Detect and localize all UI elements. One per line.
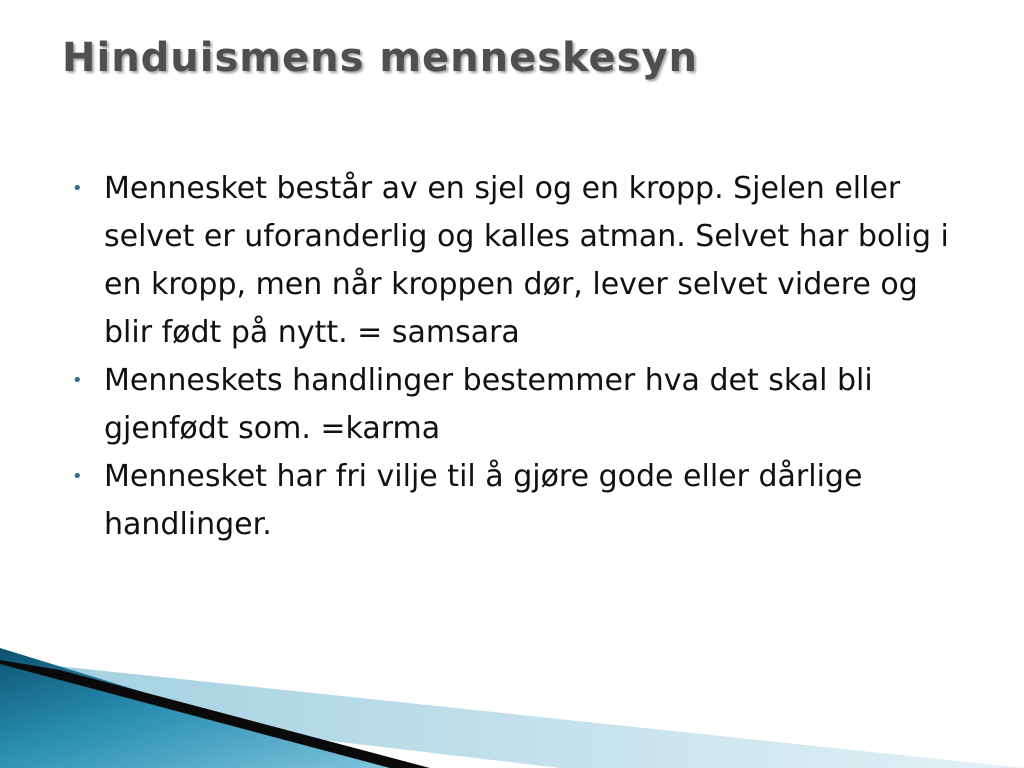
bullet-icon: • (72, 466, 83, 487)
bullet-text: Mennesket består av en sjel og en kropp. Sjelen eller selvet er uforanderlig og kalles atman. Selvet har bolig i en kropp, men når kroppen dør, lever selvet videre og blir født på nytt. = samsara (104, 171, 949, 350)
bullet-item (72, 453, 952, 549)
bullet-list (72, 165, 952, 549)
bullet-icon: • (72, 370, 83, 391)
bullet-item (72, 165, 952, 357)
slide-title: Hinduismens menneskesyn (62, 35, 699, 81)
bullet-item (72, 357, 952, 453)
bullet-text: Mennesket har fri vilje til å gjøre gode eller dårlige handlinger. (104, 459, 863, 542)
bullet-text: Menneskets handlinger bestemmer hva det skal bli gjenfødt som. =karma (104, 363, 873, 446)
bullet-icon: • (72, 178, 83, 199)
decorative-swoosh (0, 640, 1024, 768)
